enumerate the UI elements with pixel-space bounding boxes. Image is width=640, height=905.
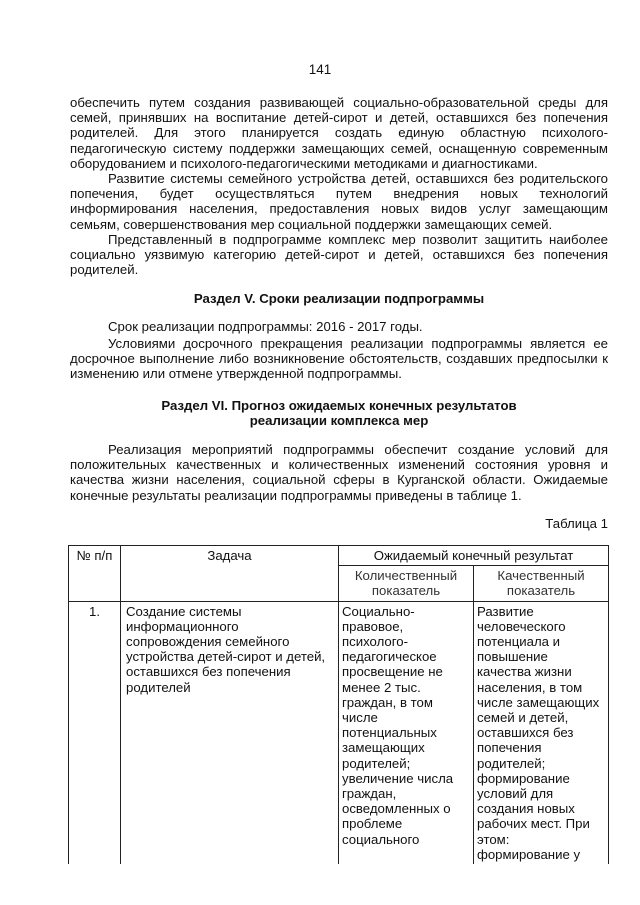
header-quantitative: Количественный показатель: [339, 566, 474, 601]
section-heading: Раздел VI. Прогноз ожидаемых конечных результатов: [161, 398, 517, 413]
paragraph: Развитие системы семейного устройства детей, оставшихся без родительского попечения, будет осуществляться путем внедрения новых технологий информирования населения, предоставления новых видов услуг замещающим семьям, совершенствования мер социальной поддержки замещающих семей.: [70, 171, 608, 232]
row-num: 1.: [69, 601, 121, 864]
header-result: Ожидаемый конечный результат: [339, 546, 609, 566]
section-heading: Раздел V. Сроки реализации подпрограммы: [193, 291, 485, 306]
page-number: 141: [308, 62, 332, 77]
section-heading: реализации комплекса мер: [249, 413, 429, 428]
table-row: [69, 601, 609, 864]
paragraph: Представленный в подпрограмме комплекс мер позволит защитить наиболее социально уязвимую категорию детей-сирот и детей, оставшихся без попечения родителей.: [70, 232, 608, 278]
row-quantitative: Социально-правовое, психолого-педагогическое просвещение не менее 2 тыс. граждан, в том числе потенциальных замещающих родителей; увеличение числа граждан, осведомленных о проблеме социального: [339, 601, 474, 864]
header-num: № п/п: [69, 546, 121, 602]
paragraph: обеспечить путем создания развивающей социально-образовательной среды для семей, принявших на воспитание детей-сирот и детей, оставшихся без попечения родителей. Для этого планируется создать единую областную психолого-педагогическую систему поддержки замещающих семей, оснащенную современным оборудованием и психолого-педагогическими методиками и диагностиками.: [70, 95, 608, 171]
table-caption: Таблица 1: [545, 516, 608, 531]
paragraph: Условиями досрочного прекращения реализации подпрограммы является ее досрочное выполнение либо возникновение обстоятельств, создавших предпосылки к изменению или отмене утвержденной подпрограммы.: [70, 336, 608, 382]
header-qualitative: Качественный показатель: [474, 566, 609, 601]
paragraph: Реализация мероприятий подпрограммы обеспечит создание условий для положительных качественных и количественных изменений состояния уровня и качества жизни населения, социальной сферы в Курганской области. Ожидаемые конечные результаты реализации подпрограммы приведены в таблице 1.: [70, 442, 608, 503]
table-header-row: [69, 546, 609, 566]
row-task: Создание системы информационного сопровождения семейного устройства детей-сирот и детей, оставшихся без попечения родителей: [121, 601, 339, 864]
results-table: [68, 545, 609, 864]
header-task: Задача: [121, 546, 339, 602]
row-qualitative: Развитие человеческого потенциала и повышение качества жизни населения, в том числе замещающих семей и детей, оставшихся без попечения родителей; формирование условий для создания новых рабочих мест. При этом: формирование у: [474, 601, 609, 864]
paragraph: Срок реализации подпрограммы: 2016 - 2017 годы.: [108, 319, 423, 334]
